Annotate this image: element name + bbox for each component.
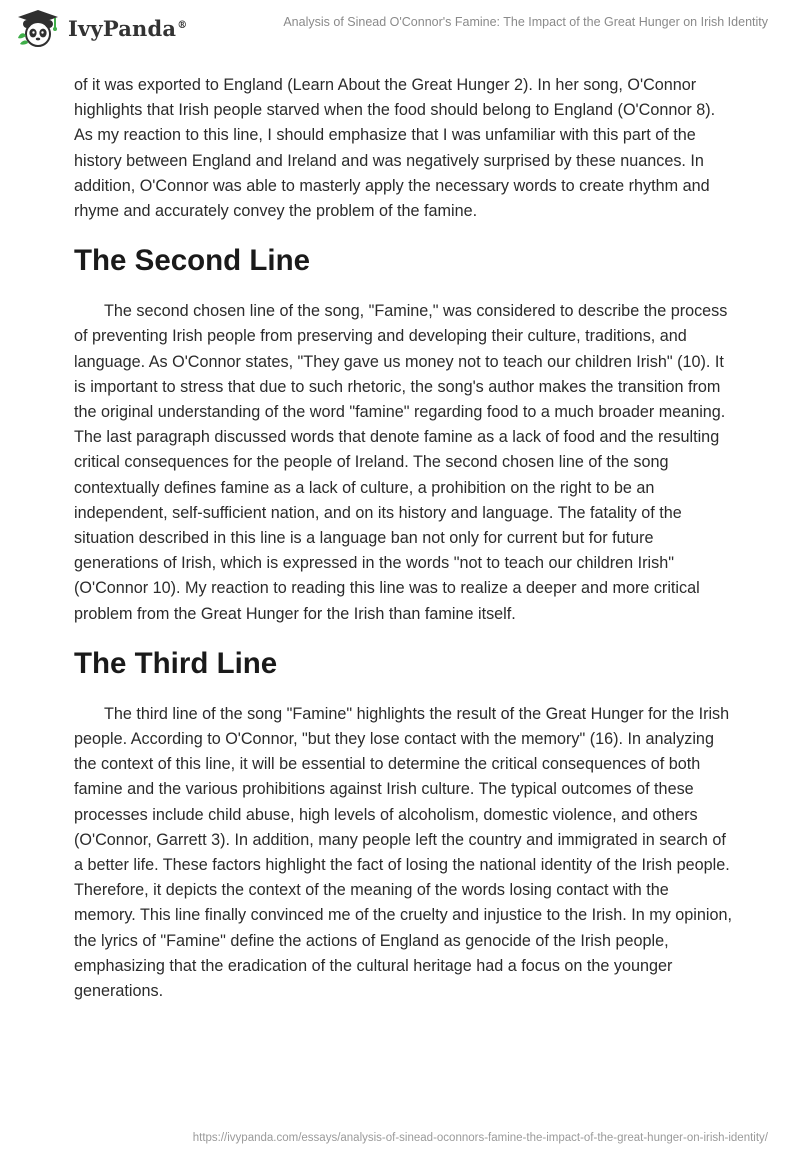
brand-name: IvyPanda® [68, 15, 188, 41]
section-paragraph-third-line: The third line of the song "Famine" highlights the result of the Great Hunger for the Irish people. According to O'Connor, "but they lose contact with the memory" (16). In analyzing the context of this line, it will be essential to determine the critical consequences of both famine and the various prohibitions against Irish culture. The typical outcomes of these processes include child abuse, high levels of alcoholism, domestic violence, and others (O'Connor, Garrett 3). In addition, many people left the country and immigrated in search of a better life. These factors highlight the fact of losing the national identity of the Irish people. Therefore, it depicts the context of the meaning of the words losing contact with the memory. This line finally convinced me of the cruelty and injustice to the Irish. In my opinion, the lyrics of "Famine" define the actions of England as genocide of the Irish people, emphasizing that the eradication of the cultural heritage had a focus on the younger generations. [74, 704, 732, 1001]
page-header [0, 0, 800, 66]
panda-graduate-icon [14, 8, 62, 48]
section-paragraph-second-line: The second chosen line of the song, "Famine," was considered to describe the process of preventing Irish people from preserving and developing their culture, traditions, and language. As O'Connor states, "They gave us money not to teach our children Irish" (10). It is important to stress that due to such rhetoric, the song's author makes the transition from the original understanding of the word "famine" regarding food to a much broader meaning. The last paragraph discussed words that denote famine as a lack of food and the resulting critical consequences for the people of Ireland. The second chosen line of the song contextually defines famine as a lack of culture, a prohibition on the right to be an independent, self-sufficient nation, and on its history and language. The fatality of the situation described in this line is a language ban not only for current but for future generations of Irish, which is expressed in the words "not to teach our children Irish" (O'Connor 10). My reaction to reading this line was to realize a deeper and more critical problem from the Great Hunger for the Irish than famine itself. [74, 302, 728, 623]
ivypanda-logo[interactable] [14, 8, 187, 48]
intro-paragraph: of it was exported to England (Learn About the Great Hunger 2). In her song, O'Connor highlights that Irish people starved when the food should belong to England (O'Connor 8). As my reaction to this line, I should emphasize that I was unfamiliar with this part of the history between England and Ireland and was negatively surprised by these nuances. In addition, O'Connor was able to masterly apply the necessary words to create rhythm and rhyme and accurately convey the problem of the famine. [74, 76, 716, 221]
section-heading-third-line: The Third Line [74, 646, 278, 680]
essay-body [74, 73, 734, 1004]
section-heading-second-line: The Second Line [74, 244, 311, 278]
document-title: Analysis of Sinead O'Connor's Famine: The Impact of the Great Hunger on Irish Identity [283, 15, 768, 29]
source-url[interactable]: https://ivypanda.com/essays/analysis-of-sinead-oconnors-famine-the-impact-of-the-great-hunger-on-irish-identity/ [192, 1132, 768, 1144]
